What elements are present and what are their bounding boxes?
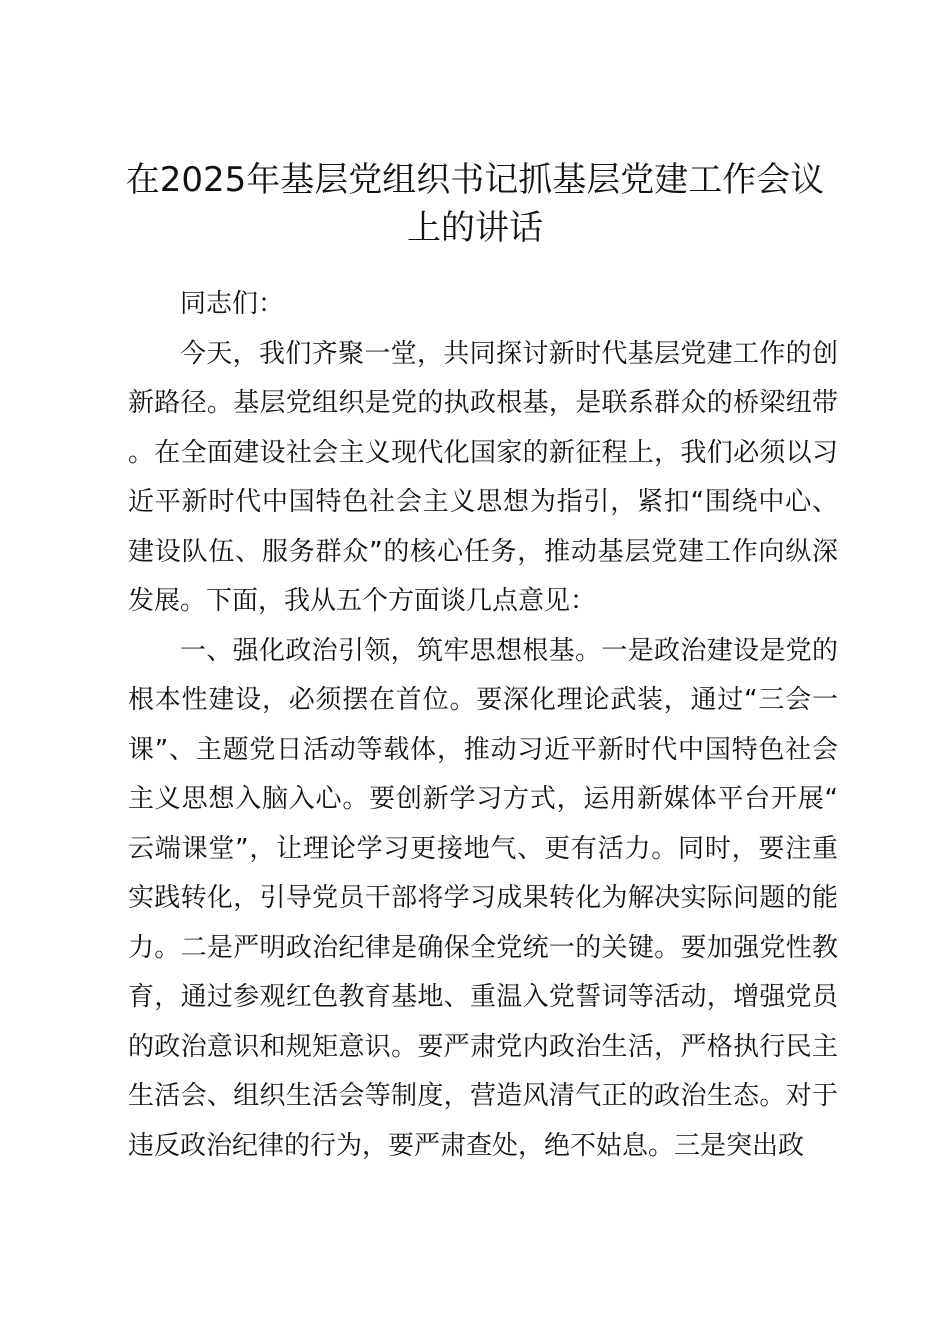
document-title: 在2025年基层党组织书记抓基层党建工作会议上的讲话 [125, 160, 825, 248]
intro-paragraph: 今天，我们齐聚一堂，共同探讨新时代基层党建工作的创新路径。基层党组织是党的执政根基，是联系群众的桥梁纽带。在全面建设社会主义现代化国家的新征程上，我们必须以习近平新时代中国特色社会主义思想为指引，紧扣“围绕中心、建设队伍、服务群众”的核心任务，推动基层党建工作向纵深发展。下面，我从五个方面谈几点意见： [128, 338, 838, 616]
document-body [128, 280, 838, 1171]
section-one-paragraph: 一、强化政治引领，筑牢思想根基。一是政治建设是党的根本性建设，必须摆在首位。要深化理论武装，通过“三会一课”、主题党日活动等载体，推动习近平新时代中国特色社会主义思想入脑入心。要创新学习方式，运用新媒体平台开展“云端课堂”，让理论学习更接地气、更有活力。同时，要注重实践转化，引导党员干部将学习成果转化为解决实际问题的能力。二是严明政治纪律是确保全党统一的关键。要加强党性教育，通过参观红色教育基地、重温入党誓词等活动，增强党员的政治意识和规矩意识。要严肃党内政治生活，严格执行民主生活会、组织生活会等制度，营造风清气正的政治生态。对于违反政治纪律的行为，要严肃查处，绝不姑息。三是突出政 [128, 635, 838, 1161]
salutation-paragraph: 同志们： [180, 289, 285, 319]
